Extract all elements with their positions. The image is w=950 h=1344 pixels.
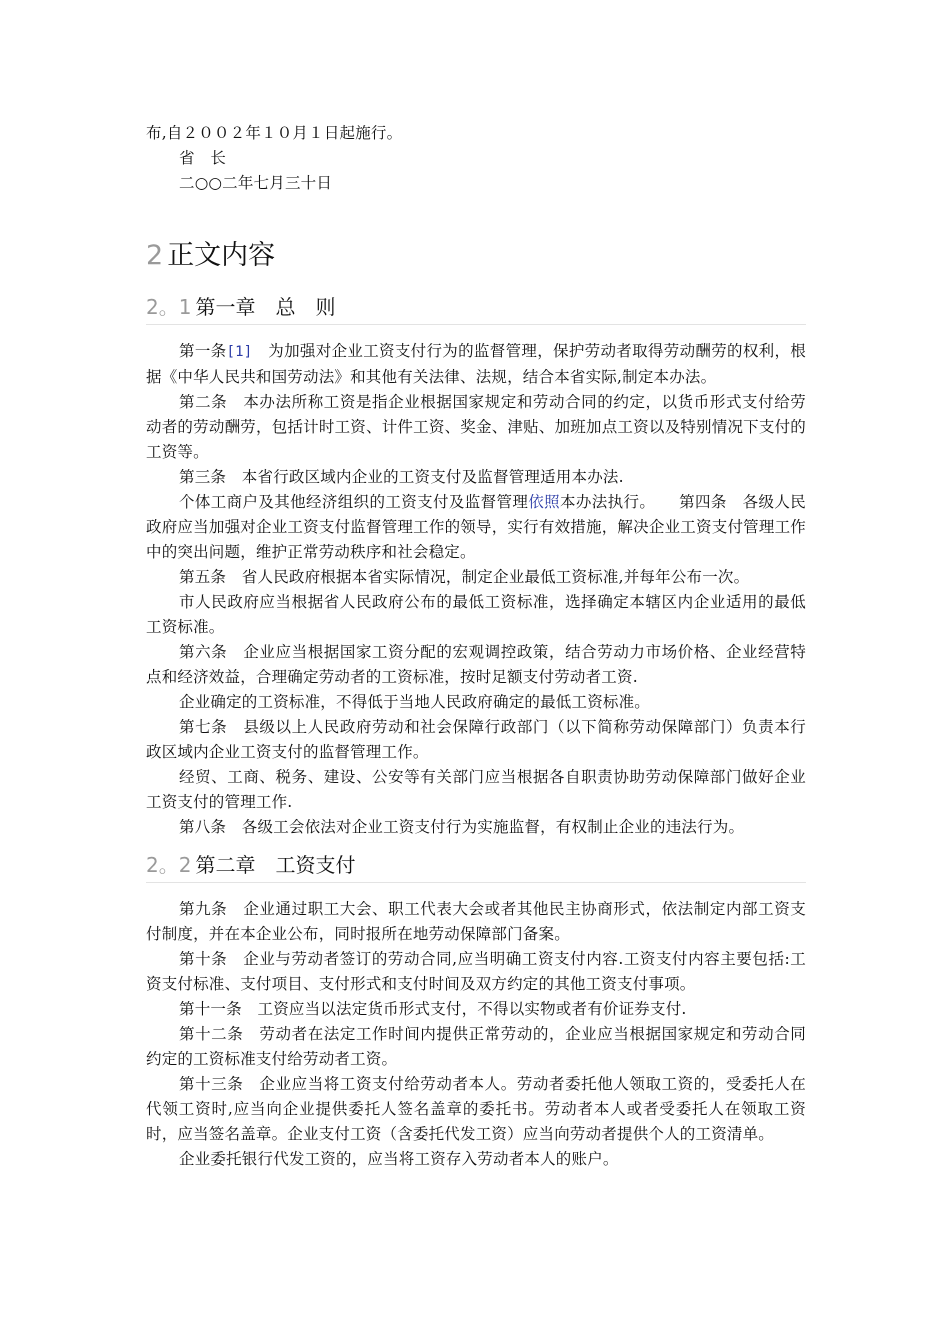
- article-11: 第十一条 工资应当以法定货币形式支付，不得以实物或者有价证券支付.: [179, 1000, 687, 1018]
- document-page: [146, 121, 806, 1172]
- article-1: [146, 339, 806, 390]
- date-line: 二○○二年七月三十日: [179, 174, 333, 192]
- intro-line: 布,自２００２年１０月１日起施行。: [146, 124, 403, 142]
- article-5-para-2: 市人民政府应当根据省人民政府公布的最低工资标准，选择确定本辖区内企业适用的最低工资标准。: [146, 593, 806, 636]
- chapter-1-number: 2。1: [146, 295, 192, 319]
- article-13: 第十三条 企业应当将工资支付给劳动者本人。劳动者委托他人领取工资的，受委托人在代领工资时,应当向企业提供委托人签名盖章的委托书。劳动者本人或者受委托人在领取工资时，应当签名盖章。企业支付工资（含委托代发工资）应当向劳动者提供个人的工资清单。: [146, 1075, 806, 1143]
- article-7-para-2: 经贸、工商、税务、建设、公安等有关部门应当根据各自职责协助劳动保障部门做好企业工资支付的管理工作.: [146, 768, 806, 811]
- article-4-text: 本办法执行。 第四条 各级人民政府应当加强对企业工资支付监督管理工作的领导，实行有效措施，解决企业工资支付管理工作中的突出问题，维护正常劳动秩序和社会稳定。: [146, 493, 806, 561]
- article-7: 第七条 县级以上人民政府劳动和社会保障行政部门（以下简称劳动保障部门）负责本行政区域内企业工资支付的监督管理工作。: [146, 718, 806, 761]
- footnote-ref-link[interactable]: [1]: [226, 344, 253, 360]
- chapter-1-title: 第一章 总 则: [195, 295, 336, 319]
- article-1-text: 为加强对企业工资支付行为的监督管理，保护劳动者取得劳动酬劳的权利，根据《中华人民共和国劳动法》和其他有关法律、法规，结合本省实际,制定本办法。: [146, 342, 806, 386]
- section-title: 正文内容: [167, 240, 276, 271]
- article-9: 第九条 企业通过职工大会、职工代表大会或者其他民主协商形式，依法制定内部工资支付制度，并在本企业公布，同时报所在地劳动保障部门备案。: [146, 900, 806, 943]
- article-2: 第二条 本办法所称工资是指企业根据国家规定和劳动合同的约定，以货币形式支付给劳动者的劳动酬劳，包括计时工资、计件工资、奖金、津贴、加班加点工资以及特别情况下支付的工资等。: [146, 393, 806, 461]
- article-6: 第六条 企业应当根据国家工资分配的宏观调控政策，结合劳动力市场价格、企业经营特点和经济效益，合理确定劳动者的工资标准，按时足额支付劳动者工资.: [146, 643, 806, 686]
- chapter-1-heading-wrap: [146, 292, 806, 325]
- yizhao-link[interactable]: 依照: [528, 493, 560, 511]
- chapter-1-heading: [146, 292, 806, 322]
- chapter-2-heading-wrap: [146, 850, 806, 883]
- section-heading: [146, 238, 806, 274]
- article-10: 第十条 企业与劳动者签订的劳动合同,应当明确工资支付内容.工资支付内容主要包括:工资支付标准、支付项目、支付形式和支付时间及双方约定的其他工资支付事项。: [146, 950, 806, 993]
- signer-line: 省 长: [179, 149, 227, 167]
- chapter-2-number: 2。2: [146, 853, 192, 877]
- article-1-label: 第一条: [179, 342, 227, 360]
- section-number: 2: [146, 240, 164, 271]
- chapter-2-title: 第二章 工资支付: [195, 853, 356, 877]
- article-8: 第八条 各级工会依法对企业工资支付行为实施监督，有权制止企业的违法行为。: [179, 818, 745, 836]
- article-6-para-2: 企业确定的工资标准，不得低于当地人民政府确定的最低工资标准。: [179, 693, 651, 711]
- article-3-para-2: [146, 490, 806, 565]
- article-5: 第五条 省人民政府根据本省实际情况，制定企业最低工资标准,并每年公布一次。: [179, 568, 750, 586]
- chapter-2-heading: [146, 850, 806, 880]
- article-3: 第三条 本省行政区域内企业的工资支付及监督管理适用本办法.: [179, 468, 624, 486]
- article-3-para-2-text: 个体工商户及其他经济组织的工资支付及监督管理: [179, 493, 529, 511]
- article-13-para-2: 企业委托银行代发工资的，应当将工资存入劳动者本人的账户。: [179, 1150, 619, 1168]
- article-12: 第十二条 劳动者在法定工作时间内提供正常劳动的，企业应当根据国家规定和劳动合同约定的工资标准支付给劳动者工资。: [146, 1025, 806, 1068]
